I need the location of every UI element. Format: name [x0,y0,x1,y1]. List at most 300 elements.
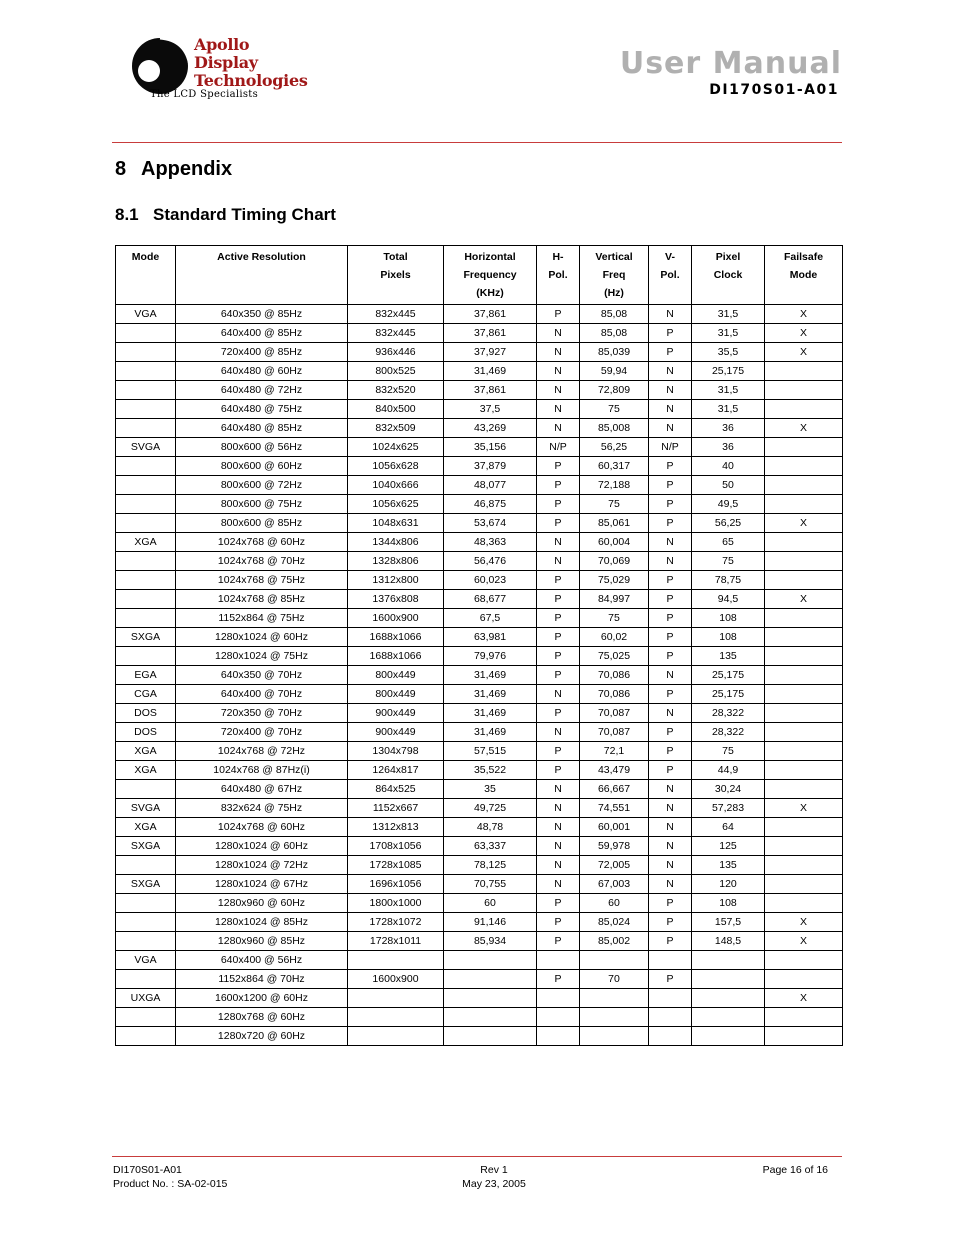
table-row [116,533,843,552]
cell-res: 1024x768 @ 87Hz(i) [176,761,348,780]
cell-mode: SXGA [116,875,176,894]
cell-failsafe [765,723,843,742]
column-header-line: Frequency [463,269,517,281]
footer-doc-code: DI170S01-A01 [113,1164,182,1176]
table-row [116,970,843,989]
cell-vpol: N [649,419,692,438]
cell-vfreq: 72,005 [580,856,649,875]
cell-clock: 31,5 [692,324,765,343]
subsection-number: 8.1 [115,205,139,224]
cell-hpol: N [537,856,580,875]
column-header-line: Failsafe [783,251,824,263]
cell-total: 1708x1056 [348,837,444,856]
cell-clock: 36 [692,419,765,438]
column-header-line: Pixels [380,269,411,281]
table-row [116,666,843,685]
cell-hfreq: 37,879 [444,457,537,476]
table-row [116,590,843,609]
cell-mode [116,1008,176,1027]
cell-total [348,951,444,970]
cell-vpol: P [649,894,692,913]
cell-clock: 148,5 [692,932,765,951]
cell-hfreq: 91,146 [444,913,537,932]
cell-res: 832x624 @ 75Hz [176,799,348,818]
cell-res: 1280x720 @ 60Hz [176,1027,348,1046]
cell-hfreq: 48,78 [444,818,537,837]
cell-mode: UXGA [116,989,176,1008]
cell-res: 640x400 @ 85Hz [176,324,348,343]
footer-date: May 23, 2005 [462,1178,526,1190]
cell-total: 1696x1056 [348,875,444,894]
cell-failsafe: X [765,989,843,1008]
cell-total: 1688x1066 [348,647,444,666]
cell-hpol: P [537,913,580,932]
cell-hfreq: 67,5 [444,609,537,628]
cell-vfreq: 70,087 [580,723,649,742]
table-row [116,704,843,723]
cell-clock: 120 [692,875,765,894]
cell-vfreq: 84,997 [580,590,649,609]
table-body [116,305,843,1046]
cell-mode: SXGA [116,628,176,647]
cell-clock: 31,5 [692,400,765,419]
cell-res: 720x400 @ 70Hz [176,723,348,742]
cell-hfreq [444,989,537,1008]
subsection-heading [115,205,336,225]
cell-res: 1152x864 @ 75Hz [176,609,348,628]
cell-mode [116,1027,176,1046]
cell-hpol: P [537,761,580,780]
cell-clock [692,970,765,989]
cell-total: 1728x1011 [348,932,444,951]
cell-vpol: P [649,476,692,495]
cell-hpol: P [537,571,580,590]
cell-hpol: N [537,324,580,343]
column-header-line: Mode [789,269,818,281]
column-header-line: (Hz) [604,287,624,299]
cell-vfreq: 85,08 [580,324,649,343]
table-row [116,837,843,856]
cell-total: 800x449 [348,685,444,704]
logo-wordmark [194,36,308,90]
cell-failsafe [765,495,843,514]
cell-vfreq [580,951,649,970]
logo-line: Display [194,53,258,72]
cell-failsafe [765,970,843,989]
cell-mode: VGA [116,305,176,324]
cell-res: 1024x768 @ 60Hz [176,818,348,837]
cell-failsafe [765,951,843,970]
cell-hfreq: 43,269 [444,419,537,438]
cell-vfreq [580,1008,649,1027]
table-row [116,438,843,457]
cell-total: 1040x666 [348,476,444,495]
cell-hfreq [444,970,537,989]
cell-res: 1024x768 @ 72Hz [176,742,348,761]
cell-failsafe [765,1027,843,1046]
cell-failsafe: X [765,419,843,438]
footer-rev: Rev 1 [480,1164,508,1176]
column-header-line: Pol. [548,269,568,281]
cell-res: 640x480 @ 75Hz [176,400,348,419]
column-header-hpol [537,246,580,305]
cell-vpol: P [649,970,692,989]
cell-mode [116,476,176,495]
table-row [116,305,843,324]
table-header-row [116,246,843,305]
cell-mode: XGA [116,818,176,837]
table-row [116,419,843,438]
cell-total: 900x449 [348,704,444,723]
cell-clock: 135 [692,856,765,875]
cell-res: 1280x1024 @ 85Hz [176,913,348,932]
cell-vpol: N [649,552,692,571]
cell-hpol: N [537,685,580,704]
cell-hfreq: 53,674 [444,514,537,533]
subsection-title: Standard Timing Chart [153,205,336,224]
cell-failsafe [765,856,843,875]
cell-hpol: P [537,704,580,723]
cell-res: 1600x1200 @ 60Hz [176,989,348,1008]
cell-hpol: P [537,514,580,533]
cell-clock: 75 [692,742,765,761]
cell-vpol: N [649,362,692,381]
cell-clock: 49,5 [692,495,765,514]
cell-mode: EGA [116,666,176,685]
cell-total: 1312x800 [348,571,444,590]
company-logo [128,30,308,108]
cell-vpol: P [649,723,692,742]
cell-total: 1728x1085 [348,856,444,875]
cell-mode [116,590,176,609]
cell-mode [116,932,176,951]
cell-hfreq: 57,515 [444,742,537,761]
column-header-line: Freq [602,269,626,281]
table-row [116,343,843,362]
cell-failsafe: X [765,590,843,609]
cell-res: 720x400 @ 85Hz [176,343,348,362]
column-header-line: (KHz) [476,287,504,299]
column-header-line: H- [552,251,564,263]
table-row [116,761,843,780]
footer-page: Page 16 of 16 [762,1164,828,1176]
cell-vfreq: 59,94 [580,362,649,381]
cell-total: 800x449 [348,666,444,685]
cell-vpol: P [649,932,692,951]
footer-center [450,1163,538,1191]
cell-clock: 108 [692,628,765,647]
cell-total: 832x445 [348,305,444,324]
cell-failsafe [765,571,843,590]
section-number: 8 [115,158,127,180]
cell-mode [116,913,176,932]
cell-hpol: N [537,799,580,818]
cell-clock: 157,5 [692,913,765,932]
cell-hpol: N [537,552,580,571]
section-heading [115,158,232,181]
cell-failsafe: X [765,913,843,932]
cell-clock: 108 [692,609,765,628]
cell-failsafe [765,400,843,419]
cell-mode [116,324,176,343]
cell-clock: 57,283 [692,799,765,818]
cell-mode [116,381,176,400]
cell-mode [116,495,176,514]
cell-res: 640x480 @ 85Hz [176,419,348,438]
cell-clock: 31,5 [692,381,765,400]
cell-total [348,1008,444,1027]
cell-hfreq: 60 [444,894,537,913]
table-row [116,894,843,913]
table-row [116,457,843,476]
cell-vfreq: 70 [580,970,649,989]
cell-vfreq: 67,003 [580,875,649,894]
table-row [116,932,843,951]
cell-vfreq: 75,025 [580,647,649,666]
section-title: Appendix [141,158,233,180]
cell-failsafe [765,647,843,666]
cell-failsafe [765,780,843,799]
cell-vpol: N [649,799,692,818]
cell-res: 640x400 @ 56Hz [176,951,348,970]
table-row [116,400,843,419]
cell-mode: XGA [116,761,176,780]
cell-hfreq: 31,469 [444,666,537,685]
cell-hpol: P [537,647,580,666]
cell-clock: 78,75 [692,571,765,590]
column-header-vpol [649,246,692,305]
cell-total: 1376x808 [348,590,444,609]
column-header-total [348,246,444,305]
cell-hpol: N [537,818,580,837]
cell-res: 1024x768 @ 70Hz [176,552,348,571]
cell-total: 832x445 [348,324,444,343]
cell-mode [116,552,176,571]
table-row [116,495,843,514]
table-row [116,913,843,932]
cell-vpol [649,1027,692,1046]
cell-mode [116,571,176,590]
column-header-line: Total [383,251,408,263]
cell-clock: 108 [692,894,765,913]
cell-vpol: P [649,457,692,476]
cell-mode [116,362,176,381]
table-row [116,875,843,894]
cell-mode: XGA [116,742,176,761]
cell-failsafe [765,875,843,894]
cell-hfreq: 63,337 [444,837,537,856]
cell-hfreq [444,1027,537,1046]
cell-clock [692,1027,765,1046]
cell-vfreq: 85,08 [580,305,649,324]
cell-mode [116,419,176,438]
cell-mode [116,400,176,419]
cell-hfreq: 35,522 [444,761,537,780]
cell-hfreq: 37,861 [444,381,537,400]
cell-mode: SVGA [116,799,176,818]
cell-mode: VGA [116,951,176,970]
cell-failsafe: X [765,932,843,951]
cell-failsafe [765,476,843,495]
cell-failsafe [765,742,843,761]
cell-vfreq: 70,086 [580,666,649,685]
cell-hpol: P [537,666,580,685]
cell-hpol: P [537,305,580,324]
cell-clock: 50 [692,476,765,495]
cell-total: 1800x1000 [348,894,444,913]
cell-total: 800x525 [348,362,444,381]
cell-hfreq: 31,469 [444,362,537,381]
cell-total: 840x500 [348,400,444,419]
cell-hpol: P [537,894,580,913]
column-header-clock [692,246,765,305]
cell-total: 1056x625 [348,495,444,514]
column-header-line: Mode [131,251,160,263]
column-header-line: V- [665,251,675,263]
cell-vfreq: 66,667 [580,780,649,799]
cell-hfreq: 70,755 [444,875,537,894]
cell-vpol: P [649,761,692,780]
cell-total: 1024x625 [348,438,444,457]
cell-vpol: P [649,590,692,609]
cell-res: 1280x768 @ 60Hz [176,1008,348,1027]
cell-hpol: N [537,343,580,362]
cell-clock: 125 [692,837,765,856]
cell-res: 640x350 @ 85Hz [176,305,348,324]
cell-vfreq: 75 [580,609,649,628]
cell-res: 800x600 @ 85Hz [176,514,348,533]
cell-vfreq: 60,001 [580,818,649,837]
cell-vfreq: 60,317 [580,457,649,476]
cell-failsafe [765,1008,843,1027]
cell-vpol: N [649,780,692,799]
cell-clock: 44,9 [692,761,765,780]
cell-vfreq: 75 [580,495,649,514]
cell-hfreq: 37,5 [444,400,537,419]
cell-clock [692,1008,765,1027]
cell-total: 1344x806 [348,533,444,552]
logo-line: Technologies [194,71,308,90]
cell-hpol: N [537,362,580,381]
cell-total: 1728x1072 [348,913,444,932]
table-row [116,628,843,647]
table-row [116,552,843,571]
cell-vpol: N [649,533,692,552]
cell-hpol [537,1027,580,1046]
cell-total: 1312x813 [348,818,444,837]
cell-res: 1280x1024 @ 75Hz [176,647,348,666]
cell-failsafe [765,704,843,723]
cell-clock: 28,322 [692,704,765,723]
header-divider [112,142,842,143]
cell-vfreq: 72,1 [580,742,649,761]
cell-vpol [649,1008,692,1027]
cell-hpol: P [537,609,580,628]
cell-hfreq [444,951,537,970]
cell-total: 1152x667 [348,799,444,818]
column-header-mode [116,246,176,305]
cell-vpol: N [649,875,692,894]
cell-hfreq: 37,861 [444,324,537,343]
cell-clock: 40 [692,457,765,476]
cell-total: 1304x798 [348,742,444,761]
cell-hpol: N [537,381,580,400]
cell-vfreq: 70,087 [580,704,649,723]
document-title: User Manual [619,46,842,81]
cell-res: 1280x1024 @ 60Hz [176,628,348,647]
cell-vfreq: 85,002 [580,932,649,951]
cell-mode [116,609,176,628]
cell-clock: 25,175 [692,666,765,685]
table-row [116,362,843,381]
cell-mode [116,457,176,476]
cell-res: 1280x1024 @ 60Hz [176,837,348,856]
cell-res: 1280x1024 @ 72Hz [176,856,348,875]
cell-vfreq: 70,069 [580,552,649,571]
table-row [116,1008,843,1027]
footer-product-no: Product No. : SA-02-015 [113,1178,228,1190]
cell-clock [692,951,765,970]
cell-vpol: P [649,571,692,590]
cell-hfreq: 35 [444,780,537,799]
cell-mode [116,514,176,533]
cell-failsafe [765,818,843,837]
cell-hpol [537,989,580,1008]
column-header-res [176,246,348,305]
timing-table [115,245,843,1046]
cell-vfreq: 70,086 [580,685,649,704]
cell-failsafe [765,533,843,552]
cell-hfreq: 60,023 [444,571,537,590]
cell-clock: 25,175 [692,685,765,704]
cell-vpol: P [649,685,692,704]
cell-hpol: N [537,837,580,856]
cell-failsafe: X [765,324,843,343]
cell-clock: 135 [692,647,765,666]
cell-res: 800x600 @ 56Hz [176,438,348,457]
cell-vfreq: 56,25 [580,438,649,457]
table-row [116,723,843,742]
cell-total: 1264x817 [348,761,444,780]
column-header-line: Pixel [715,251,741,263]
cell-vpol [649,989,692,1008]
cell-mode: SXGA [116,837,176,856]
table-row [116,856,843,875]
cell-vpol: N [649,305,692,324]
cell-hfreq: 49,725 [444,799,537,818]
cell-res: 800x600 @ 72Hz [176,476,348,495]
cell-failsafe [765,894,843,913]
footer-right [763,1163,828,1177]
cell-vfreq: 85,039 [580,343,649,362]
cell-total: 1328x806 [348,552,444,571]
table-row [116,818,843,837]
cell-vfreq: 75,029 [580,571,649,590]
cell-clock: 75 [692,552,765,571]
cell-res: 1024x768 @ 60Hz [176,533,348,552]
logo-tagline: The LCD Specialists [150,89,259,100]
table-row [116,647,843,666]
cell-vpol: P [649,495,692,514]
table-row [116,989,843,1008]
cell-hfreq: 37,861 [444,305,537,324]
cell-res: 1024x768 @ 75Hz [176,571,348,590]
cell-hfreq: 48,077 [444,476,537,495]
cell-hfreq: 78,125 [444,856,537,875]
cell-res: 1152x864 @ 70Hz [176,970,348,989]
cell-mode [116,647,176,666]
logo-line: Apollo [194,35,250,54]
